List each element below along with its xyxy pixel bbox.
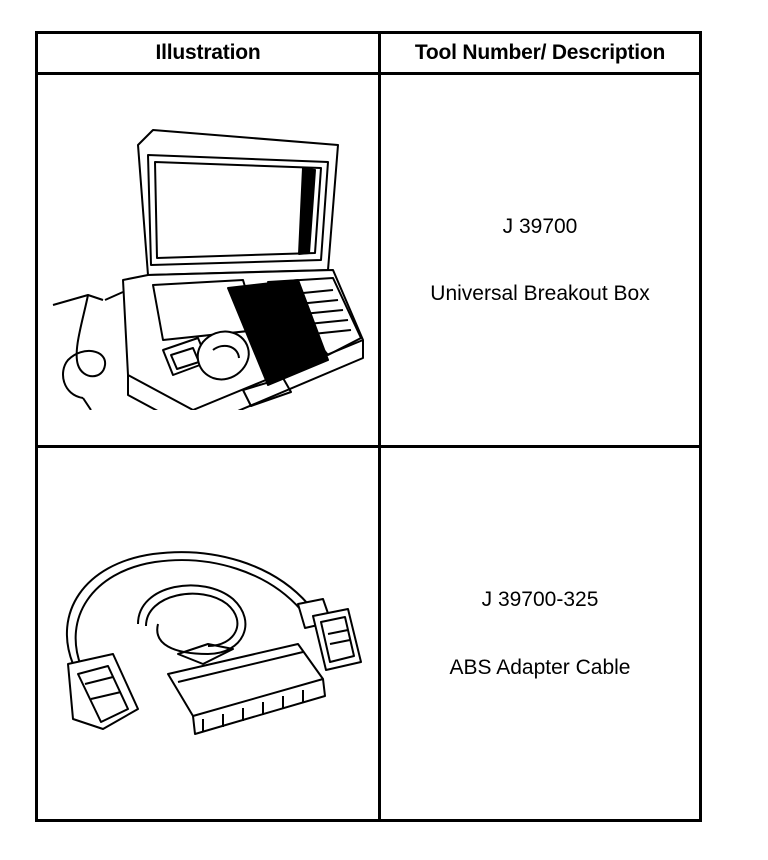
tool-number: J 39700-325 [481, 588, 599, 612]
adapter-cable-icon [43, 504, 373, 764]
header-tool-description: Tool Number/ Description [380, 33, 701, 74]
description-cell [380, 447, 701, 821]
description-cell [380, 74, 701, 447]
table-header-row [37, 33, 701, 74]
breakout-box-case-icon [43, 110, 373, 410]
tool-number: J 39700 [502, 214, 578, 238]
tool-description: ABS Adapter Cable [449, 655, 631, 679]
illustration-cell [37, 447, 380, 821]
header-illustration: Illustration [37, 33, 380, 74]
tool-table [35, 31, 702, 822]
table-row [37, 74, 701, 447]
tool-description: Universal Breakout Box [430, 282, 650, 305]
table-row [37, 447, 701, 821]
illustration-cell [37, 74, 380, 447]
